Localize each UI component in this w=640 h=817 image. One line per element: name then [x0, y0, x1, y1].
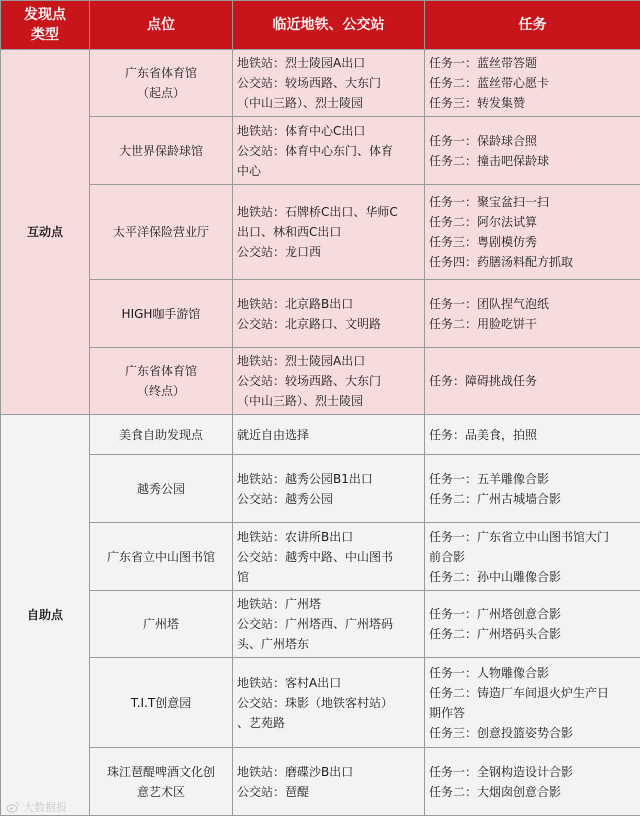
spot-name: 广州塔	[142, 617, 179, 631]
spot-cell	[90, 658, 233, 748]
task-cell	[425, 748, 640, 816]
weibo-logo-icon	[6, 800, 20, 814]
transit-line: 公交站：越秀公园	[237, 491, 334, 506]
task-line: 任务三：创意投篮姿势合影	[429, 725, 574, 740]
table-row	[1, 658, 640, 748]
transit-line: 就近自由选择	[237, 427, 310, 442]
table-row	[1, 185, 640, 280]
task-cell	[425, 523, 640, 591]
task-line: 任务二：广州古城墙合影	[429, 491, 562, 506]
transit-line: 地铁站：体育中心C出口	[237, 123, 366, 138]
header-task: 任务	[425, 1, 640, 50]
spot-name: 广东省立中山图书馆	[106, 549, 215, 564]
transit-line: 公交站：珠影（地铁客村站）	[237, 695, 394, 710]
transit-cell	[233, 185, 425, 280]
table-row	[1, 455, 640, 523]
table-row	[1, 415, 640, 455]
task-cell	[425, 415, 640, 455]
header-type-line1: 发现点	[24, 7, 66, 23]
transit-line: 公交站：北京路口、文明路	[237, 316, 382, 331]
transit-line: 公交站：琶醍	[237, 784, 310, 799]
transit-line: 地铁站：石牌桥C出口、华师C	[237, 205, 398, 219]
table-row	[1, 591, 640, 658]
task-line: 任务：障碍挑战任务	[429, 374, 538, 388]
task-line: 任务二：铸造厂车间退火炉生产日	[429, 685, 610, 700]
table-row	[1, 117, 640, 185]
table-row	[1, 280, 640, 348]
spot-cell	[90, 591, 233, 658]
transit-cell	[233, 280, 425, 348]
transit-line: 公交站：龙口西	[237, 245, 322, 259]
table-row	[1, 748, 640, 816]
task-line: 任务二：蓝丝带心愿卡	[429, 76, 550, 90]
task-cell	[425, 117, 640, 185]
task-cell	[425, 50, 640, 117]
header-type	[1, 1, 90, 50]
task-line: 任务三：转发集赞	[429, 96, 526, 110]
watermark	[6, 799, 67, 815]
task-cell	[425, 348, 640, 415]
spot-name: 大世界保龄球馆	[118, 143, 203, 158]
transit-line: 出口、林和西C出口	[237, 225, 342, 239]
watermark-text: 大数据报	[23, 801, 67, 814]
task-line: 前合影	[429, 549, 466, 564]
task-cell	[425, 280, 640, 348]
transit-cell	[233, 50, 425, 117]
transit-line: 地铁站：广州塔	[237, 597, 322, 611]
transit-cell	[233, 523, 425, 591]
spot-cell	[90, 523, 233, 591]
task-line: 任务三：粤剧模仿秀	[429, 235, 538, 249]
task-line: 任务二：大烟囱创意合影	[429, 784, 562, 799]
task-line: 任务一：广东省立中山图书馆大门	[429, 529, 610, 544]
task-cell	[425, 455, 640, 523]
task-line: 任务一：团队捏气泡纸	[429, 296, 550, 311]
spot-name: 太平洋保险营业厅	[112, 225, 209, 239]
spot-name: 广东省体育馆	[124, 66, 197, 80]
task-line: 任务一：保龄球合照	[429, 133, 538, 148]
transit-line: 公交站：越秀中路、中山图书	[237, 549, 394, 564]
transit-line: 中心	[237, 163, 262, 178]
spot-note: 意艺术区	[136, 784, 185, 799]
spot-cell	[90, 117, 233, 185]
header-transit: 临近地铁、公交站	[233, 1, 425, 50]
transit-cell	[233, 117, 425, 185]
transit-line: 公交站：广州塔西、广州塔码	[237, 617, 394, 631]
task-line: 任务一：蓝丝带答题	[429, 56, 538, 70]
transit-line: 、艺苑路	[237, 715, 286, 730]
task-line: 任务一：人物雕像合影	[429, 665, 550, 680]
transit-line: （中山三路）、烈士陵园	[237, 394, 364, 408]
transit-line: 地铁站：烈士陵园A出口	[237, 56, 366, 70]
spot-cell	[90, 748, 233, 816]
spot-cell	[90, 185, 233, 280]
spot-name: 珠江琶醍啤酒文化创	[106, 764, 215, 779]
header-row	[1, 1, 640, 50]
transit-line: 地铁站：越秀公园B1出口	[237, 471, 373, 486]
transit-line: 地铁站：磨碟沙B出口	[237, 764, 354, 779]
transit-line: 地铁站：北京路B出口	[237, 296, 354, 311]
transit-cell	[233, 348, 425, 415]
spot-cell	[90, 50, 233, 117]
task-line: 任务二：阿尔法试算	[429, 215, 538, 229]
task-cell	[425, 185, 640, 280]
task-line: 任务二：广州塔码头合影	[429, 627, 562, 641]
transit-line: 馆	[237, 569, 250, 584]
table-row	[1, 523, 640, 591]
task-line: 任务四：药膳汤料配方抓取	[429, 255, 574, 269]
spot-cell	[90, 455, 233, 523]
table-row	[1, 348, 640, 415]
spot-cell	[90, 415, 233, 455]
category-self: 自助点	[1, 415, 90, 816]
transit-line: 公交站：较场西路、大东门	[237, 76, 382, 90]
task-line: 任务一：五羊雕像合影	[429, 471, 550, 486]
transit-cell	[233, 748, 425, 816]
header-spot: 点位	[90, 1, 233, 50]
task-cell	[425, 658, 640, 748]
category-interactive: 互动点	[1, 50, 90, 415]
transit-line: 头、广州塔东	[237, 637, 310, 651]
header-type-line2: 类型	[31, 27, 59, 43]
transit-line: 公交站：较场西路、大东门	[237, 374, 382, 388]
task-line: 任务：品美食，拍照	[429, 427, 538, 442]
transit-line: 公交站：体育中心东门、体育	[237, 143, 394, 158]
spot-name: HIGH咖手游馆	[121, 306, 201, 321]
transit-line: 地铁站：烈士陵园A出口	[237, 354, 366, 368]
transit-cell	[233, 658, 425, 748]
transit-line: （中山三路）、烈士陵园	[237, 96, 364, 110]
transit-cell	[233, 415, 425, 455]
spot-name: 美食自助发现点	[118, 427, 203, 442]
task-line: 任务二：撞击吧保龄球	[429, 153, 550, 168]
spot-note: （起点）	[136, 86, 185, 100]
task-line: 任务一：广州塔创意合影	[429, 607, 562, 621]
transit-cell	[233, 455, 425, 523]
transit-line: 地铁站：客村A出口	[237, 675, 342, 690]
task-line: 任务二：孙中山雕像合影	[429, 569, 562, 584]
task-line: 任务一：全钢构造设计合影	[429, 764, 574, 779]
task-line: 任务一：聚宝盆扫一扫	[429, 195, 550, 209]
spot-cell	[90, 280, 233, 348]
task-cell	[425, 591, 640, 658]
table-row	[1, 50, 640, 117]
spot-name: T.I.T创意园	[130, 695, 192, 710]
spot-cell	[90, 348, 233, 415]
task-line: 期作答	[429, 705, 466, 720]
transit-line: 地铁站：农讲所B出口	[237, 529, 354, 544]
spot-note: （终点）	[136, 384, 185, 398]
spot-name: 越秀公园	[136, 481, 185, 496]
task-line: 任务二：用脸吃饼干	[429, 316, 538, 331]
spot-name: 广东省体育馆	[124, 364, 197, 378]
transit-cell	[233, 591, 425, 658]
